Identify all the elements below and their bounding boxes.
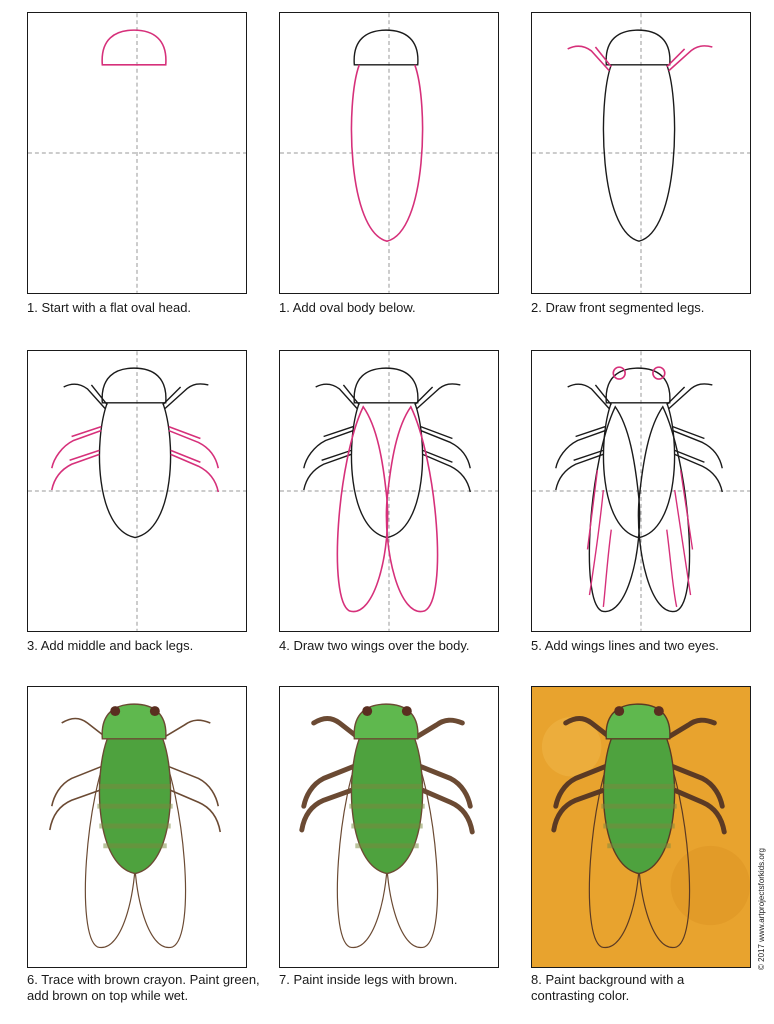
- front-leg-left: [568, 46, 612, 71]
- step-2-caption: 1. Add oval body below.: [279, 300, 416, 315]
- step-5-panel: [279, 350, 499, 632]
- step-2-drawing: [280, 13, 498, 293]
- middle-leg-right: [169, 427, 219, 469]
- back-leg-left: [52, 450, 100, 490]
- step-8-panel: [279, 686, 499, 968]
- step-3-drawing: [532, 13, 750, 293]
- step-5-drawing: [280, 351, 498, 631]
- wing-left: [337, 407, 387, 612]
- step-8-drawing: [280, 687, 498, 967]
- step-1-drawing: [28, 13, 246, 293]
- step-3-caption: 2. Draw front segmented legs.: [531, 300, 705, 315]
- step-4-drawing: [28, 351, 246, 631]
- step-9-panel: [531, 686, 751, 968]
- step-7-caption: 6. Trace with brown crayon. Paint green, add brown on top while wet.: [27, 972, 260, 1003]
- step-6-panel: [531, 350, 751, 632]
- step-9-drawing: [532, 687, 750, 967]
- step-3-panel: [531, 12, 751, 294]
- step-2-panel: [279, 12, 499, 294]
- head-shape: [102, 30, 166, 65]
- step-1-caption: 1. Start with a flat oval head.: [27, 300, 192, 315]
- step-5-caption: 4. Draw two wings over the body.: [279, 638, 470, 653]
- step-8-caption: 7. Paint inside legs with brown.: [279, 972, 458, 987]
- back-leg-right: [171, 450, 219, 492]
- step-6-caption: 5. Add wings lines and two eyes.: [531, 638, 719, 653]
- step-4-caption: 3. Add middle and back legs.: [27, 638, 194, 653]
- step-7-panel: [27, 686, 247, 968]
- head-shape: [354, 30, 418, 65]
- step-4-panel: [27, 350, 247, 632]
- step-7-drawing: [28, 687, 246, 967]
- step-1-panel: [27, 12, 247, 294]
- copyright-text: © 2017 www.artprojectsforkids.org: [757, 848, 766, 970]
- wing-right: [386, 407, 437, 612]
- front-leg-right: [667, 46, 713, 71]
- step-9-caption: 8. Paint background with a contrasting color.: [531, 972, 685, 1003]
- step-6-drawing: [532, 351, 750, 631]
